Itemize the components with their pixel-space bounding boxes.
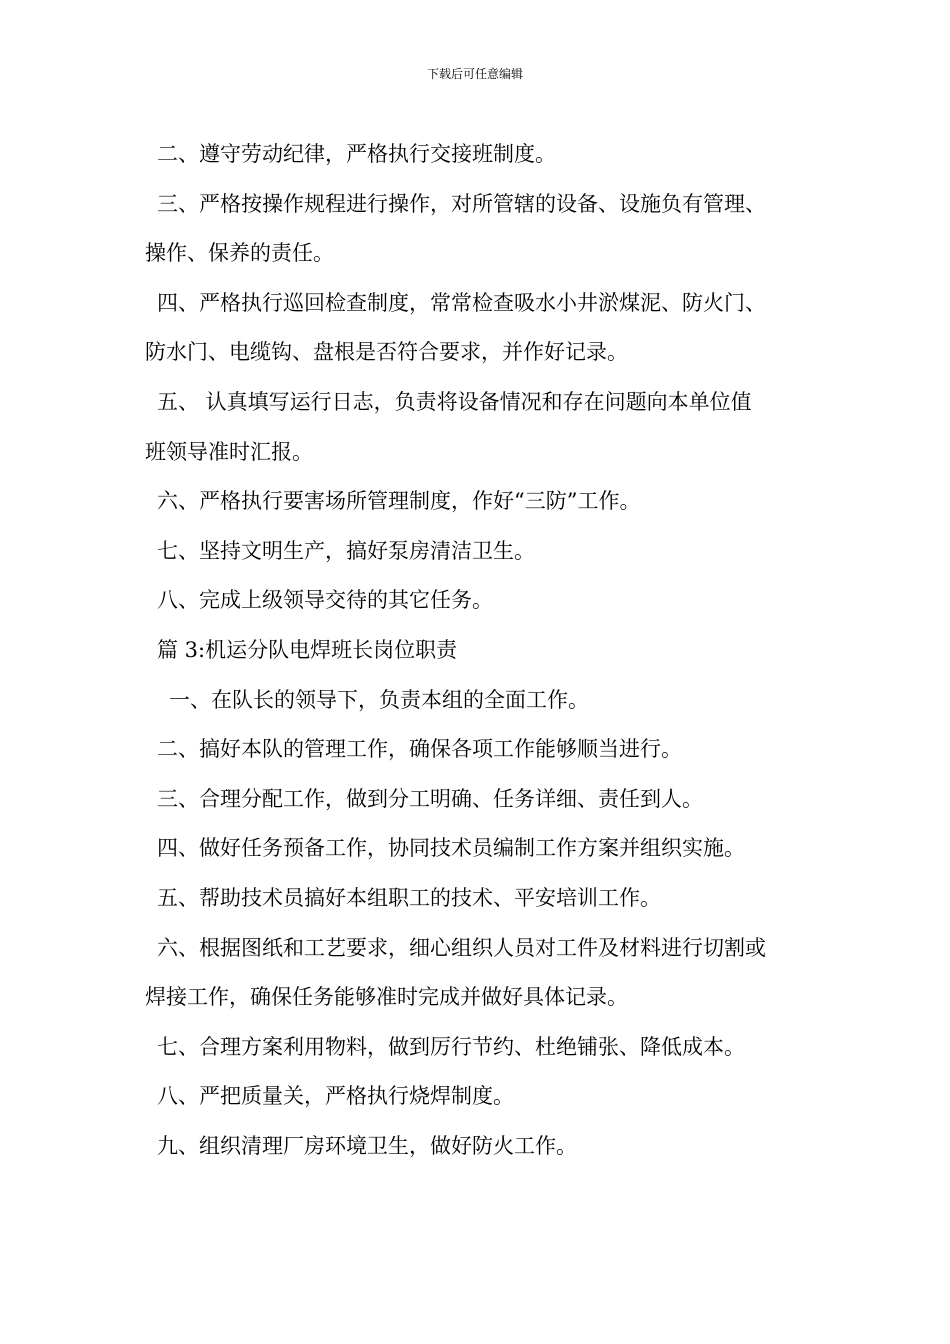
paragraph-line: 防水门、电缆钩、盘根是否符合要求，并作好记录。	[145, 340, 628, 365]
paragraph-line: 八、完成上级领导交待的其它任务。	[157, 588, 493, 613]
paragraph-line: 九、组织清理厂房环境卫生，做好防火工作。	[157, 1133, 577, 1158]
paragraph-line: 焊接工作，确保任务能够准时完成并做好具体记录。	[145, 985, 628, 1010]
paragraph-line: 六、严格执行要害场所管理制度，作好“三防”工作。	[157, 489, 641, 514]
paragraph-line: 一、在队长的领导下，负责本组的全面工作。	[169, 687, 589, 712]
paragraph-line: 二、遵守劳动纪律，严格执行交接班制度。	[157, 142, 556, 166]
paragraph-line: 七、合理方案利用物料，做到厉行节约、杜绝铺张、降低成本。	[157, 1034, 745, 1059]
paragraph-line: 四、严格执行巡回检查制度，常常检查吸水小井淤煤泥、防火门、	[157, 290, 766, 315]
paragraph-line: 三、合理分配工作，做到分工明确、任务详细、责任到人。	[157, 786, 703, 811]
paragraph-line: 三、严格按操作规程进行操作，对所管辖的设备、设施负有管理、	[157, 191, 766, 216]
document-body	[145, 130, 825, 1171]
paragraph-line: 六、根据图纸和工艺要求，细心组织人员对工件及材料进行切割或	[157, 935, 766, 960]
paragraph-line: 八、严把质量关，严格执行烧焊制度。	[157, 1084, 514, 1109]
section-title: 篇 3:机运分队电焊班长岗位职责	[157, 637, 458, 662]
paragraph-line: 操作、保养的责任。	[145, 241, 334, 266]
paragraph-line: 五、帮助技术员搞好本组职工的技术、平安培训工作。	[157, 885, 661, 910]
page-header: 下载后可任意编辑	[426, 67, 523, 81]
paragraph-line: 七、坚持文明生产，搞好泵房清洁卫生。	[157, 538, 535, 563]
paragraph-line: 二、搞好本队的管理工作，确保各项工作能够顺当进行。	[157, 737, 682, 762]
paragraph-line: 四、做好任务预备工作，协同技术员编制工作方案并组织实施。	[157, 836, 745, 861]
paragraph-line: 班领导准时汇报。	[145, 439, 313, 464]
paragraph-line: 五、 认真填写运行日志，负责将设备情况和存在问题向本单位值	[157, 389, 752, 414]
